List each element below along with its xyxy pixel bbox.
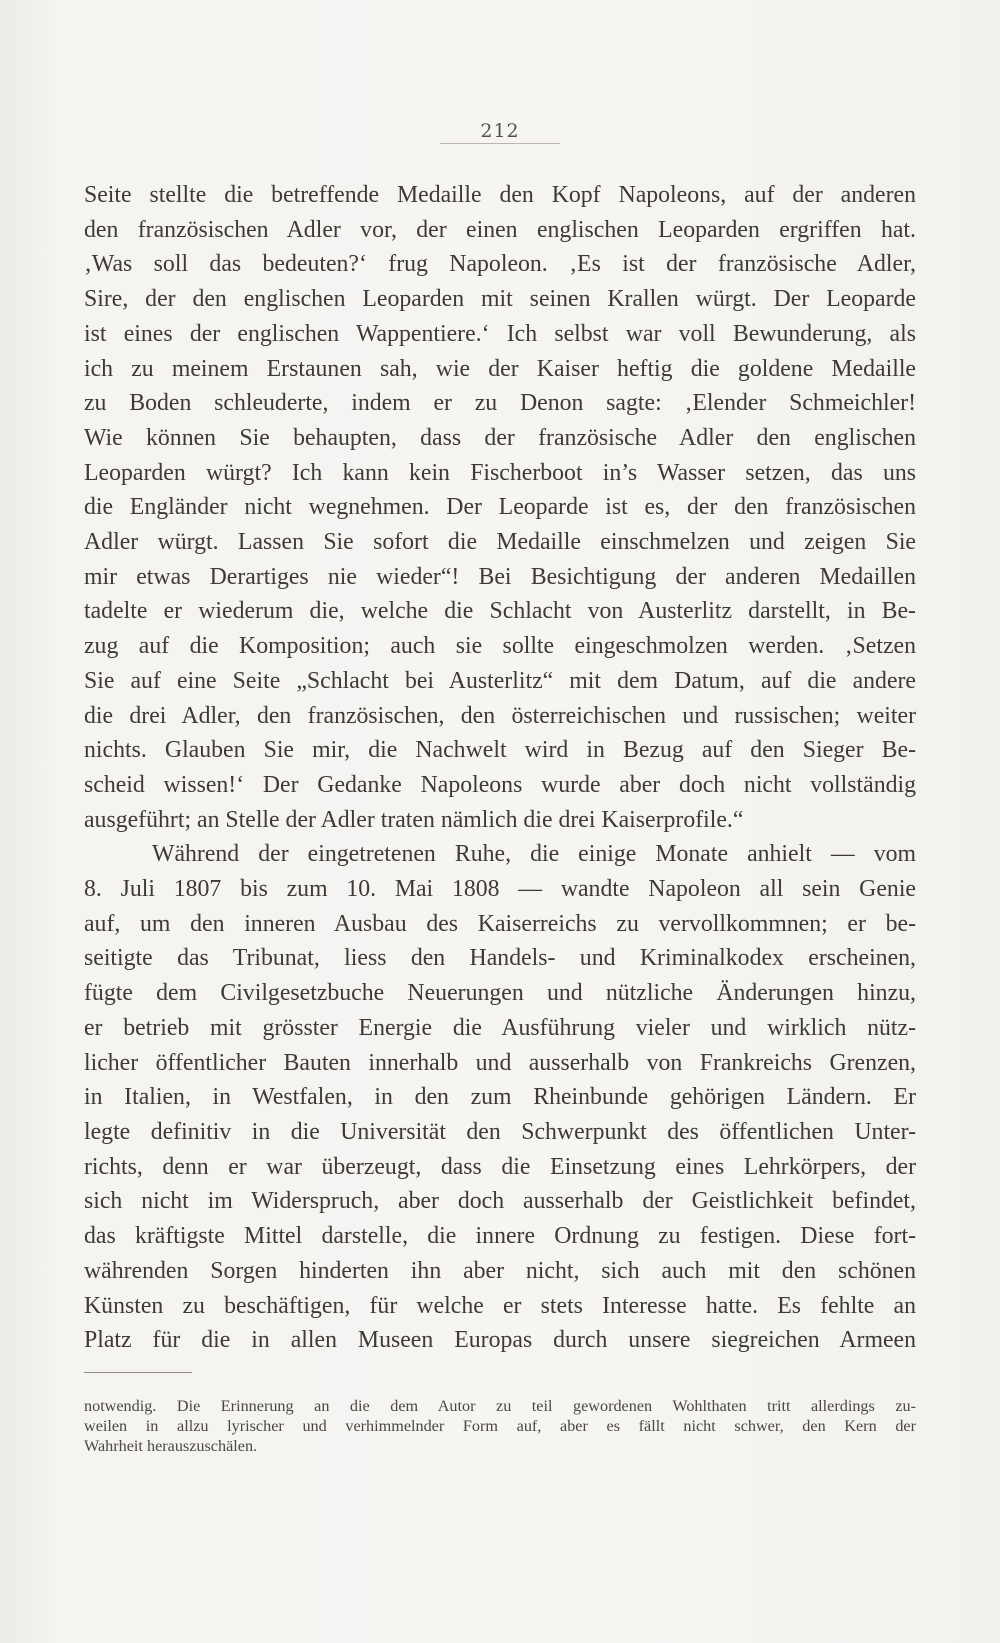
footnote-line: Wahrheit herauszuschälen. <box>84 1437 258 1455</box>
text-line: mir etwas Derartiges nie wieder“! Bei Besichtigung der anderen Medaillen <box>84 563 916 590</box>
text-line: ist eines der englischen Wappentiere.‘ Ich selbst war voll Bewunderung, als <box>84 320 916 347</box>
text-line: auf, um den inneren Ausbau des Kaiserreichs zu vervollkommnen; er be- <box>84 910 916 937</box>
text-line: Wie können Sie behaupten, dass der französische Adler den englischen <box>84 424 916 451</box>
text-line: Adler würgt. Lassen Sie sofort die Medaille einschmelzen und zeigen Sie <box>84 529 916 556</box>
text-line: Platz für die in allen Museen Europas durch unsere siegreichen Armeen <box>84 1327 916 1354</box>
text-line: in Italien, in Westfalen, in den zum Rheinbunde gehörigen Ländern. Er <box>84 1084 916 1111</box>
text-line: licher öffentlicher Bauten innerhalb und ausserhalb von Frankreichs Grenzen, <box>84 1049 916 1076</box>
text-line: ‚Was soll das bedeuten?‘ frug Napoleon. ‚Es ist der französische Adler, <box>84 251 916 278</box>
page-number: 212 <box>480 120 520 142</box>
text-line: zug auf die Komposition; auch sie sollte eingeschmolzen werden. ‚Setzen <box>84 633 916 660</box>
text-line: scheid wissen!‘ Der Gedanke Napoleons wurde aber doch nicht vollständig <box>84 771 916 798</box>
text-line: Leoparden würgt? Ich kann kein Fischerboot in’s Wasser setzen, das uns <box>84 459 916 486</box>
text-line: richts, denn er war überzeugt, dass die Einsetzung eines Lehrkörpers, der <box>84 1153 916 1180</box>
text-line: Sire, der den englischen Leoparden mit seinen Krallen würgt. Der Leoparde <box>84 286 916 313</box>
text-line: die drei Adler, den französischen, den österreichischen und russischen; weiter <box>84 702 916 729</box>
text-line: legte definitiv in die Universität den Schwerpunkt des öffentlichen Unter- <box>84 1118 916 1145</box>
text-line: zu Boden schleuderte, indem er zu Denon sagte: ‚Elender Schmeichler! <box>84 390 916 417</box>
text-line: seitigte das Tribunat, liess den Handels- und Kriminalkodex erscheinen, <box>84 945 916 972</box>
text-line: das kräftigste Mittel darstelle, die innere Ordnung zu festigen. Diese fort- <box>84 1223 916 1250</box>
text-line: tadelte er wiederum die, welche die Schlacht von Austerlitz darstellt, in Be- <box>84 598 916 625</box>
text-line: den französischen Adler vor, der einen englischen Leoparden ergriffen hat. <box>84 216 916 243</box>
text-line: fügte dem Civilgesetzbuche Neuerungen und nützliche Änderungen hinzu, <box>84 980 916 1007</box>
text-line: sich nicht im Widerspruch, aber doch ausserhalb der Geistlichkeit befindet, <box>84 1188 916 1215</box>
body-text <box>84 178 916 1358</box>
text-line: Sie auf eine Seite „Schlacht bei Austerlitz“ mit dem Datum, auf die andere <box>84 667 916 694</box>
text-line: Seite stellte die betreffende Medaille den Kopf Napoleons, auf der anderen <box>84 182 916 208</box>
footnote-line: weilen in allzu lyrischer und verhimmelnder Form auf, aber es fällt nicht schwer, den Kern der <box>84 1417 916 1435</box>
page-number-rule <box>440 143 560 144</box>
text-line: ausgeführt; an Stelle der Adler traten nämlich die drei Kaiserprofile.“ <box>84 806 744 833</box>
text-line: Während der eingetretenen Ruhe, die einige Monate anhielt — vom <box>152 841 916 868</box>
footnote-line: notwendig. Die Erinnerung an die dem Autor zu teil gewordenen Wohlthaten tritt allerdings zu- <box>84 1397 916 1415</box>
text-line: Künsten zu beschäftigen, für welche er stets Interesse hatte. Es fehlte an <box>84 1292 916 1319</box>
footnote <box>84 1396 916 1456</box>
text-line: nichts. Glauben Sie mir, die Nachwelt wird in Bezug auf den Sieger Be- <box>84 737 916 764</box>
text-line: die Engländer nicht wegnehmen. Der Leoparde ist es, der den französischen <box>84 494 916 521</box>
text-line: 8. Juli 1807 bis zum 10. Mai 1808 — wandte Napoleon all sein Genie <box>84 876 916 903</box>
text-line: währenden Sorgen hinderten ihn aber nicht, sich auch mit den schönen <box>84 1257 916 1284</box>
text-line: er betrieb mit grösster Energie die Ausführung vieler und wirklich nütz- <box>84 1014 916 1041</box>
text-line: ich zu meinem Erstaunen sah, wie der Kaiser heftig die goldene Medaille <box>84 355 916 382</box>
footnote-rule <box>84 1372 192 1373</box>
